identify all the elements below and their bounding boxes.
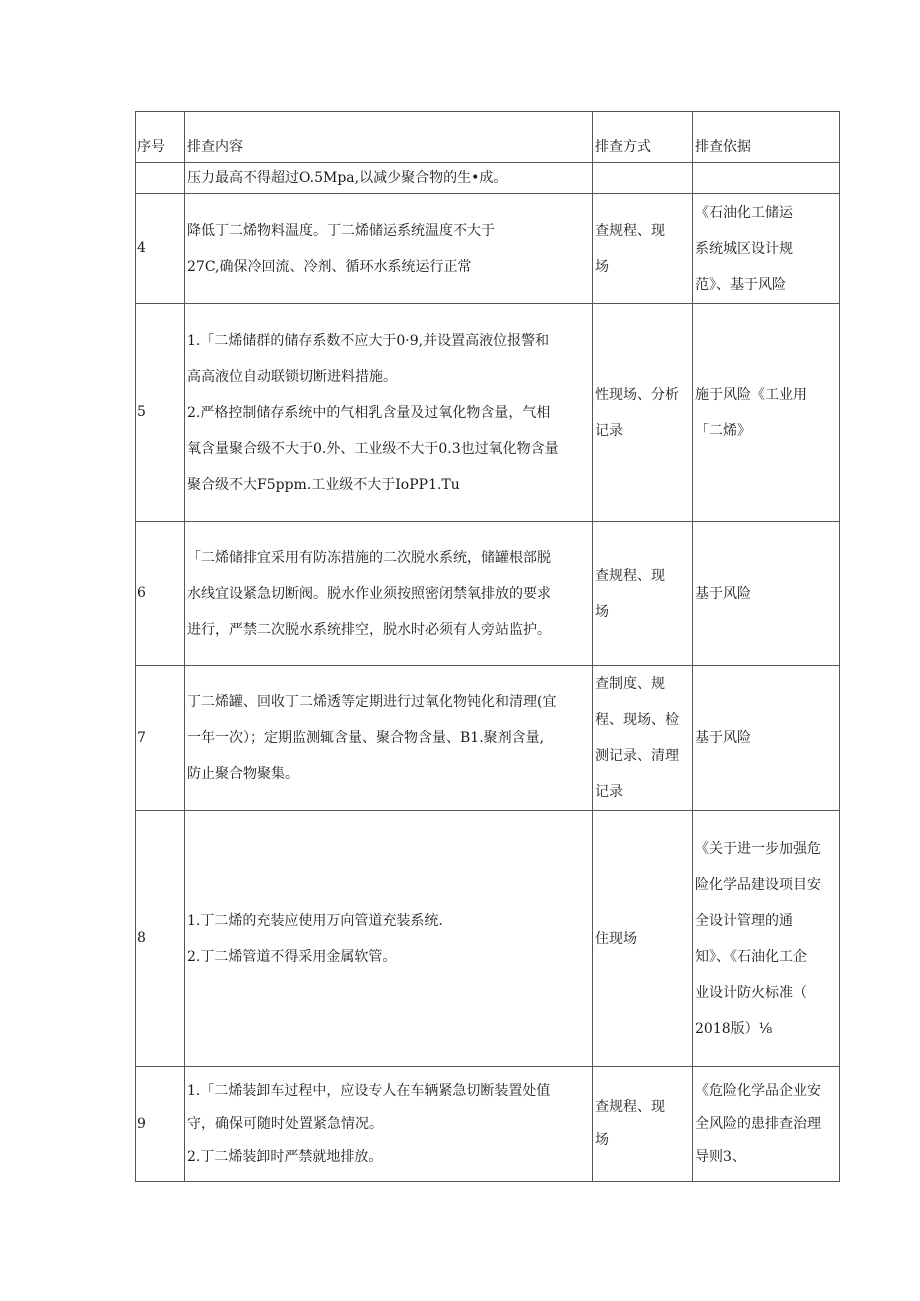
basis-line: 2018版）⅛ [695,1020,773,1037]
cell-content [185,811,593,1067]
basis-line: 范》、基于风险 [695,276,786,293]
cell-method [593,811,693,1067]
content-line: 守，确保可随时处置紧急情况。 [187,1115,383,1132]
basis-line: 「二烯》 [695,422,751,439]
content-line: 1.「二烯装卸车过程中，应设专人在车辆紧急切断装置处值 [187,1082,551,1099]
cell-basis [693,163,840,194]
cell-content [185,194,593,304]
content-line: 进行，严禁二次脱水系统排空，脱水时必须有人旁站监护。 [187,621,551,638]
basis-line: 知》、《石油化工企 [695,948,807,965]
cell-basis [693,811,840,1067]
inspection-table [135,111,840,1182]
content-line: 一年一次）；定期监测辄含量、聚合物含量、B1.聚剂含量, [187,730,545,746]
cell-method [593,522,693,666]
cell-basis [693,522,840,666]
cell-method [593,194,693,304]
basis-line: 《危险化学品企业安 [695,1082,821,1099]
content-line: 氧含量聚合级不大于0.外、工业级不大于0.3也过氧化物含量 [187,440,559,457]
method-line: 场 [595,603,609,620]
basis-line: 全风险的患排查治理 [695,1115,821,1132]
header-basis: 排查依据 [693,112,840,163]
cell-content [185,1067,593,1182]
method-line: 性现场、分析 [595,386,679,403]
header-content: 排查内容 [185,112,593,163]
method-line: 查规程、现 [595,222,665,239]
content-line: 降低丁二烯物料温度。丁二烯储运系统温度不大于 [187,222,495,239]
content-line: 2.丁二烯管道不得采用金属软管。 [187,948,397,965]
method-line: 场 [595,1132,609,1148]
content-line: 1.丁二烯的充装应使用万向管道充装系统. [187,912,443,929]
table-row [136,811,840,1067]
method-line: 住现场 [595,930,637,947]
content-line: 2.丁二烯装卸时严禁就地排放。 [187,1148,383,1165]
table-row [136,1067,840,1182]
method-line: 场 [595,258,609,275]
method-line: 记录 [595,422,623,439]
table-row [136,304,840,522]
cell-basis [693,1067,840,1182]
table-header [136,112,840,163]
method-line: 程、现场、检 [595,712,679,728]
cell-no: 5 [136,304,185,522]
cell-basis [693,194,840,304]
basis-line: 基于风险 [695,585,751,602]
header-no: 序号 [136,112,185,163]
cell-no: 4 [136,194,185,304]
cell-method [593,163,693,194]
table-row [136,194,840,304]
header-method: 排查方式 [593,112,693,163]
cell-no [136,163,185,194]
method-line: 查规程、现 [595,567,665,584]
cell-basis [693,666,840,811]
content-line: 2.严格控制储存系统中的气相乳含量及过氧化物含量，气相 [187,404,551,421]
basis-line: 施于风险《工业用 [695,386,807,403]
basis-line: 《石油化工储运 [695,204,793,221]
method-line: 记录 [595,784,623,800]
table-row [136,163,840,194]
cell-method [593,666,693,811]
content-line: 压力最高不得超过O.5Mpa,以减少聚合物的生•成。 [187,169,508,186]
cell-content [185,666,593,811]
basis-line: 险化学品建设项目安 [695,876,821,893]
basis-line: 全设计管理的通 [695,912,793,929]
basis-line: 基于风险 [695,730,751,746]
table-row [136,522,840,666]
basis-line: 《关于进一步加强危 [695,840,821,857]
method-line: 测记录、清理 [595,748,679,764]
content-line: 防止聚合物聚集。 [187,766,299,782]
cell-content [185,304,593,522]
content-line: 27C,确保冷回流、冷剂、循环水系统运行正常 [187,258,472,275]
cell-content [185,163,593,194]
content-line: 聚合级不大F5ppm.工业级不大于IoPP1.Tu [187,476,460,493]
content-line: 丁二烯罐、回收丁二烯透等定期进行过氧化物钝化和清理(宜 [187,694,557,710]
basis-line: 业设计防火标准（ [695,984,807,1001]
content-line: 高高液位自动联锁切断进料措施。 [187,368,397,385]
cell-method [593,304,693,522]
method-line: 查规程、现 [595,1099,665,1115]
cell-no: 7 [136,666,185,811]
content-line: 水线宜设紧急切断阀。脱水作业须按照密闭禁氧排放的要求 [187,585,551,602]
content-line: 1.「二烯储群的储存系数不应大于0·9,并设置高液位报警和 [187,332,550,349]
cell-content [185,522,593,666]
cell-no: 8 [136,811,185,1067]
cell-no: 6 [136,522,185,666]
cell-method [593,1067,693,1182]
cell-basis [693,304,840,522]
cell-no: 9 [136,1067,185,1182]
basis-line: 系统城区设计规 [695,240,793,257]
basis-line: 导则3、 [695,1148,746,1165]
table-row [136,666,840,811]
table-body [136,163,840,1182]
content-line: 「二烯储排宜采用有防冻措施的二次脱水系统，储罐根部脱 [187,549,551,566]
method-line: 查制度、规 [595,676,665,692]
